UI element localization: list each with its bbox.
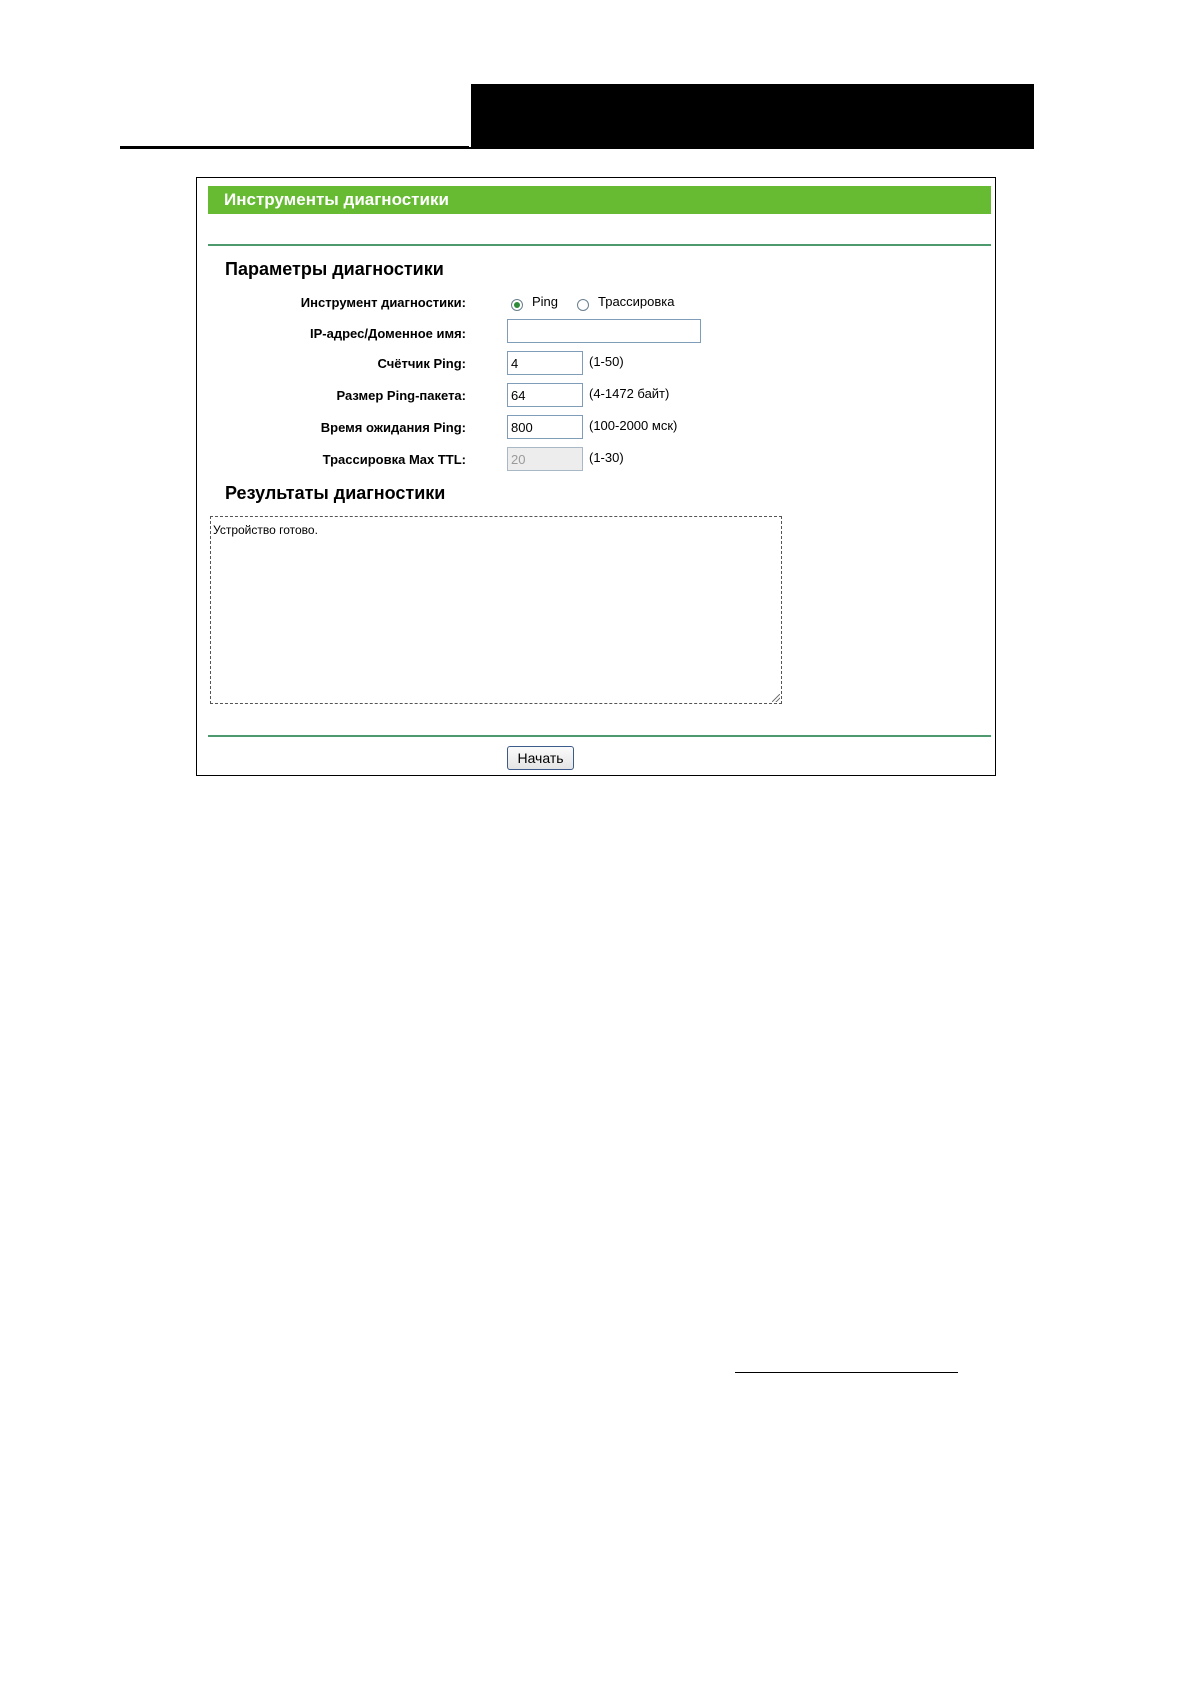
- ping-count-hint: (1-50): [589, 354, 624, 369]
- ping-size-label: Размер Ping-пакета:: [336, 388, 466, 403]
- document-header-block: [469, 84, 1033, 147]
- ping-count-label: Счётчик Ping:: [377, 356, 466, 371]
- ip-label: IP-адрес/Доменное имя:: [310, 326, 466, 341]
- start-button[interactable]: Начать: [507, 746, 574, 770]
- diagnostic-panel: [196, 177, 996, 776]
- radio-traceroute[interactable]: [577, 299, 589, 311]
- panel-title: Инструменты диагностики: [224, 190, 449, 209]
- panel-title-bar: [208, 186, 991, 214]
- ip-address-input[interactable]: [507, 319, 701, 343]
- trace-ttl-label: Трассировка Max TTL:: [322, 452, 466, 467]
- top-divider: [208, 244, 991, 246]
- results-heading: Результаты диагностики: [225, 483, 446, 503]
- document-header-block-edge: [1031, 84, 1034, 149]
- ping-size-hint: (4-1472 байт): [589, 386, 670, 401]
- results-text: Устройство готово.: [213, 523, 318, 537]
- radio-ping[interactable]: [511, 299, 523, 311]
- results-textarea[interactable]: [210, 516, 782, 704]
- footer-line: [735, 1372, 958, 1373]
- resize-grip-icon[interactable]: [772, 694, 780, 702]
- radio-traceroute-label: Трассировка: [598, 294, 675, 309]
- trace-ttl-input[interactable]: [507, 447, 583, 471]
- ping-timeout-label: Время ожидания Ping:: [320, 420, 466, 435]
- params-heading: Параметры диагностики: [225, 259, 444, 279]
- ping-size-input[interactable]: [507, 383, 583, 407]
- ping-count-input[interactable]: [507, 351, 583, 375]
- ping-timeout-input[interactable]: [507, 415, 583, 439]
- trace-ttl-hint: (1-30): [589, 450, 624, 465]
- radio-ping-label: Ping: [532, 294, 559, 309]
- bottom-divider: [208, 735, 991, 737]
- ping-timeout-hint: (100-2000 мск): [589, 418, 678, 433]
- tool-label: Инструмент диагностики:: [300, 295, 466, 310]
